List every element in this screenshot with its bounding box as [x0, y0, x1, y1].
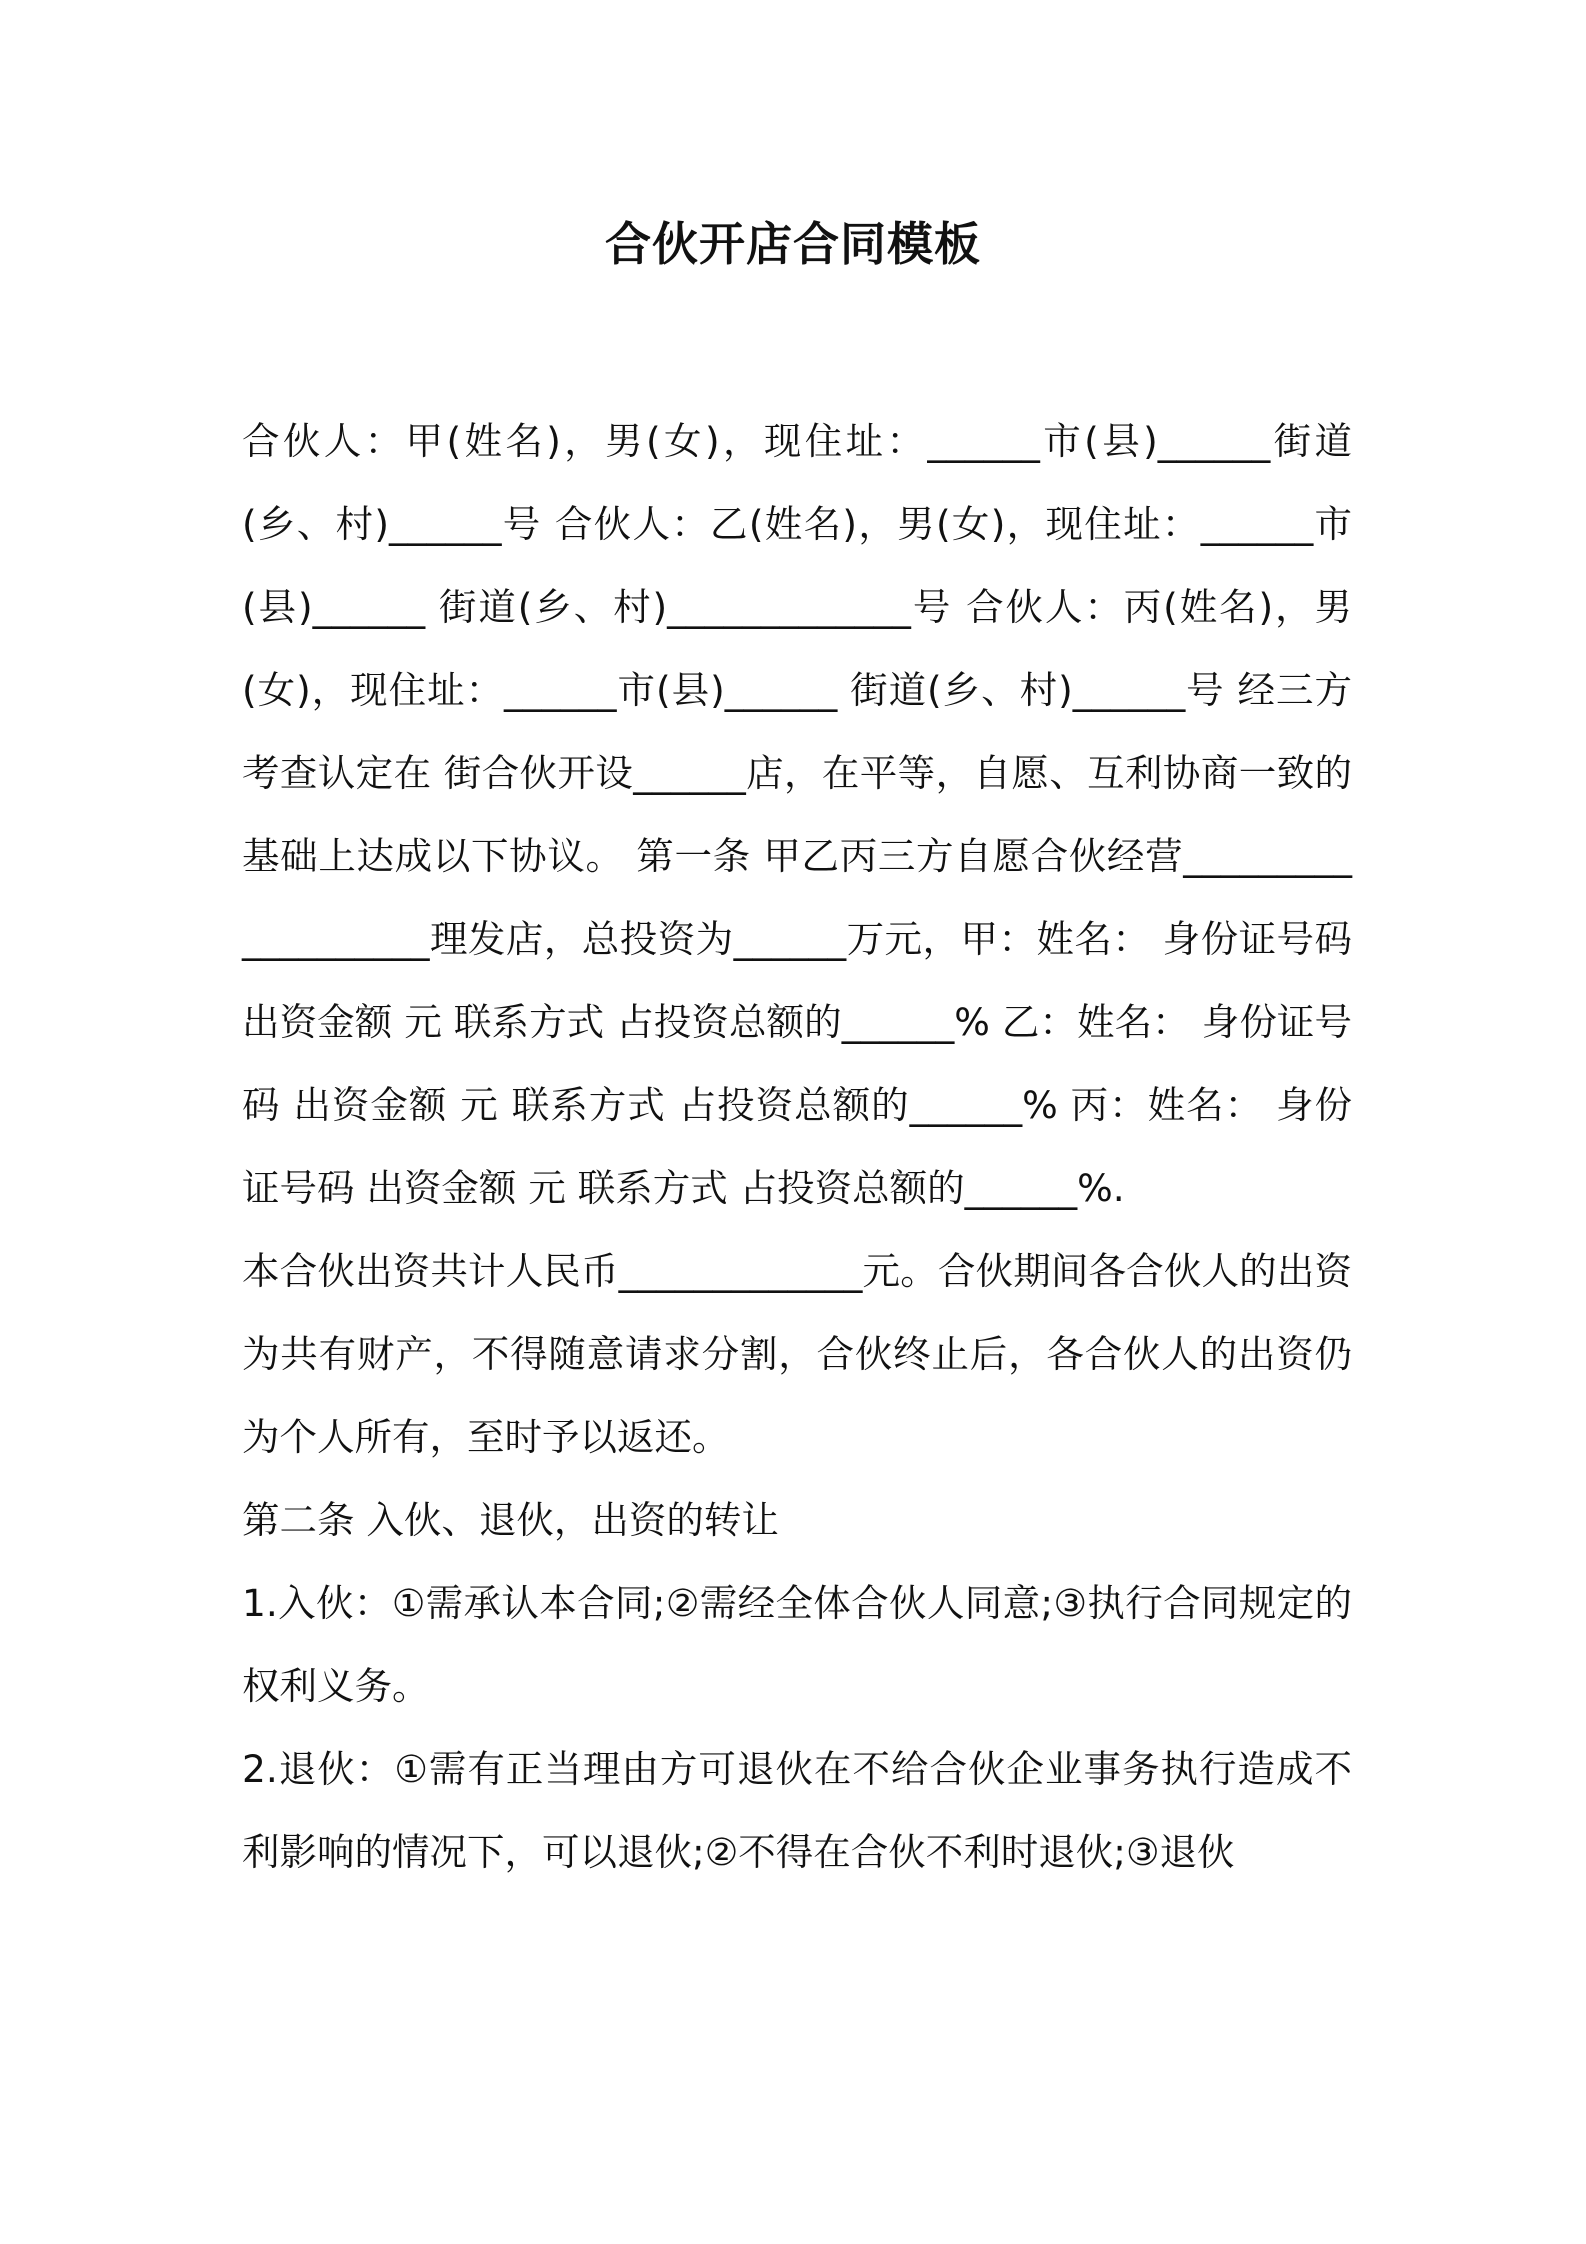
paragraph-withdrawal: 2.退伙：①需有正当理由方可退伙在不给合伙企业事务执行造成不利影响的情况下，可以退伙;②不得在合伙不利时退伙;③退伙	[242, 1747, 1352, 1874]
paragraph-partners: 合伙人：甲(姓名)，男(女)，现住址：______市(县)______街道(乡、村)______号 合伙人：乙(姓名)，男(女)，现住址：______市(县)______ 街道(乡、村)_____________号 合伙人：丙(姓名)，男(女)，现住址：______市(县)______ 街道(乡、村)______号 经三方考查认定在 街合伙开设______店，在平等，自愿、互利协商一致的基础上达成以下协议。 第一条 甲乙丙三方自愿合伙经营___________________理发店，总投资为______万元，甲：姓名： 身份证号码 出资金额 元 联系方式 占投资总额的______% 乙：姓名： 身份证号码 出资金额 元 联系方式 占投资总额的______% 丙：姓名： 身份证号码 出资金额 元 联系方式 占投资总额的______%.	[242, 419, 1352, 1210]
paragraph-capital: 本合伙出资共计人民币_____________元。合伙期间各合伙人的出资为共有财产，不得随意请求分割，合伙终止后，各合伙人的出资仍为个人所有，至时予以返还。	[242, 1249, 1352, 1459]
document-body	[242, 400, 1352, 1894]
document-title: 合伙开店合同模板	[605, 217, 981, 271]
article-two-heading: 第二条 入伙、退伙，出资的转让	[242, 1498, 779, 1542]
paragraph-joining: 1.入伙：①需承认本合同;②需经全体合伙人同意;③执行合同规定的权利义务。	[242, 1581, 1352, 1708]
